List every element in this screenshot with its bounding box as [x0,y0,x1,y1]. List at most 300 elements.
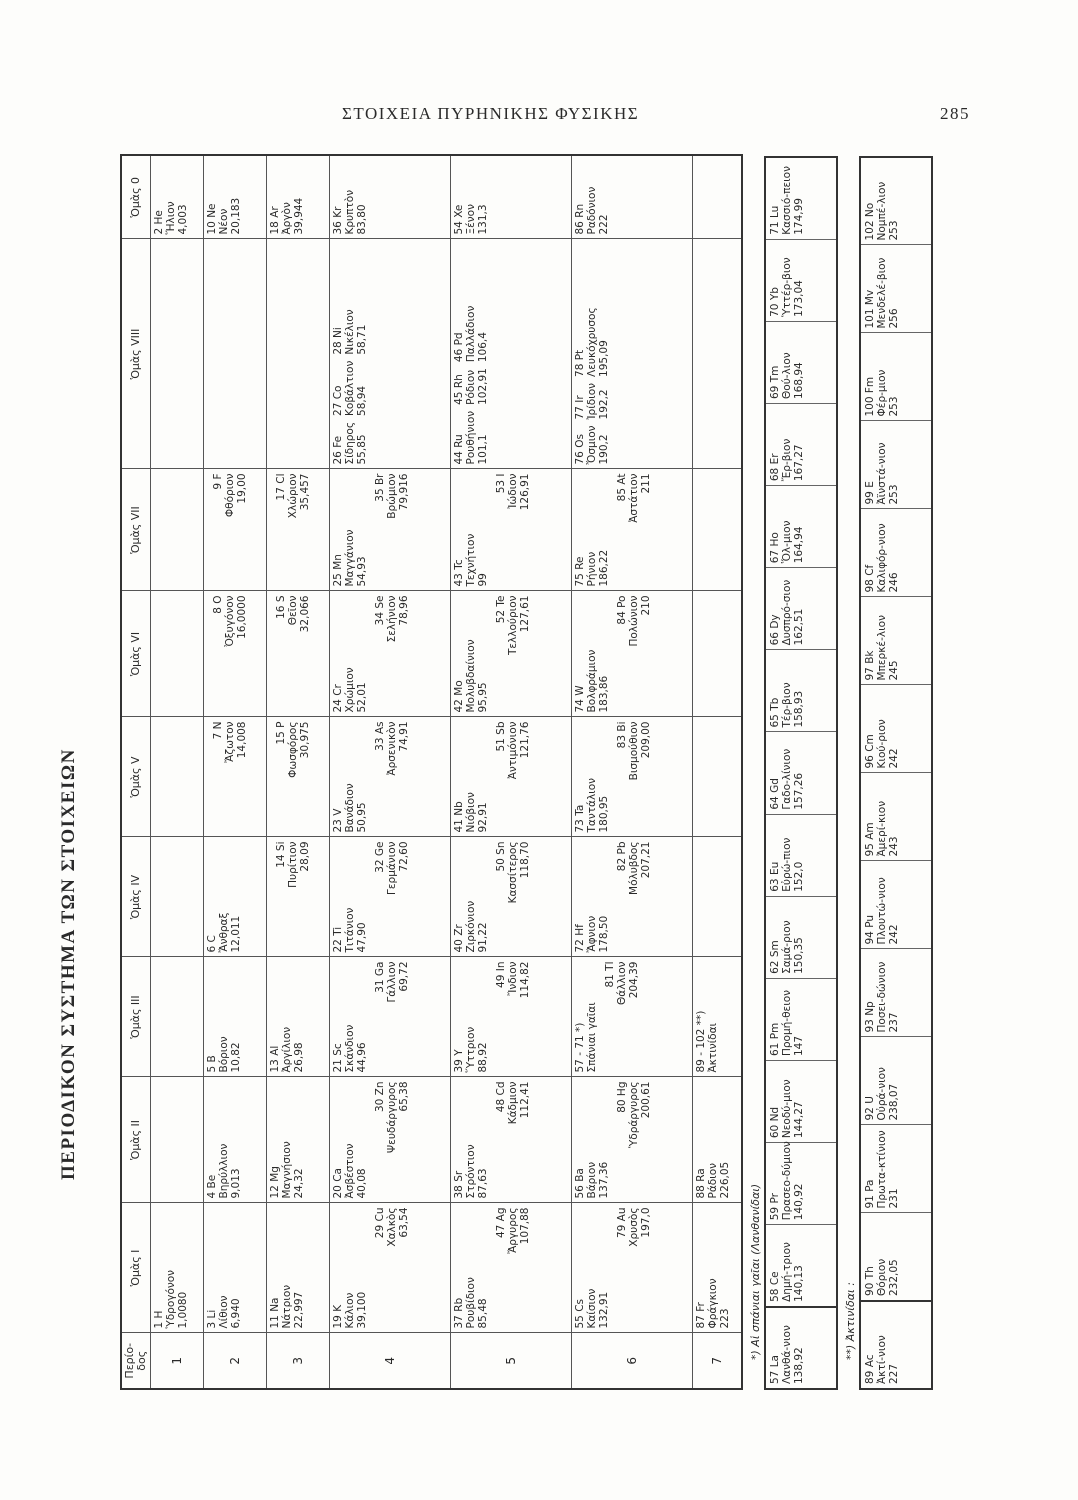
element-symbol: 34 Se [374,595,386,626]
group-cell [693,469,743,591]
element-mass: 26,98 [293,1042,305,1073]
element-entry [769,983,805,1056]
element-entry [864,426,900,505]
element-entry [574,722,610,833]
group-cell [204,1077,267,1203]
element-name: Σκάνδιον [344,1024,356,1073]
group-cell [572,1203,693,1333]
element-symbol: 60 Nd [769,1106,781,1139]
element-name: Ταντάλιον [586,778,598,833]
element-symbol: 68 Er [769,453,781,482]
element-mass: 195,09 [598,340,610,377]
element-entry [374,1082,410,1199]
element-symbol: 35 Br [374,473,386,502]
element-mass: 12,011 [230,915,242,953]
period-row [267,155,330,1389]
element-symbol: 29 Cu [374,1207,386,1239]
element-symbol: 91 Pa [864,1179,876,1209]
element-entry [616,842,652,953]
element-mass: 168,94 [793,362,805,399]
element-mass: 245 [888,660,900,681]
element-symbol: 15 P [275,721,287,745]
group-cell [151,717,204,837]
element-entry [332,842,368,953]
element-name: Θεῖον [287,595,299,626]
group-cell [267,1077,330,1203]
actinides-footnote: **) Ἀκτινίδαι : [844,1282,857,1360]
element-entry [332,962,368,1073]
element-entry [695,962,719,1073]
element-name: Ἀργὸν [281,202,293,235]
series-cell [765,650,837,732]
element-symbol: 40 Zr [453,924,465,953]
element-mass: 74,91 [398,721,410,752]
element-mass: 140,13 [793,1265,805,1302]
element-entry [616,474,652,587]
lanthanides-footnote: *) Αἱ σπάνιαι γαῖαι (Λανθανίδαι) [749,1183,762,1360]
group-cell [330,1203,451,1333]
element-entry [769,819,805,892]
element-entry [769,1229,805,1302]
group-cell [330,957,451,1077]
element-symbol: 55 Cs [574,1298,586,1329]
element-name: Κρυπτὸν [344,189,356,235]
element-mass: 107,88 [519,1207,531,1245]
element-name: Ἀντιμόνιον [507,721,519,780]
element-symbol: 101 Mv [864,289,876,329]
group-cell [451,717,572,837]
element-name: Βόριον [218,1036,230,1073]
element-mass: 19,00 [236,473,248,504]
element-mass: 147 [793,1035,805,1056]
element-entry [453,306,489,362]
element-entry [574,1082,610,1199]
element-name: Πρωτα-κτίνιον [876,1130,888,1209]
element-mass: 69,72 [398,961,410,992]
element-mass: 223 [719,1308,731,1329]
element-name: Μόλυβδος [628,841,640,895]
element-symbol: 16 S [275,595,287,619]
series-cell [860,1213,932,1301]
element-mass: 158,93 [793,690,805,728]
group-cell [151,957,204,1077]
element-mass: 118,70 [519,841,531,879]
element-name: Προμή-θειον [781,989,793,1056]
group-cell [572,837,693,957]
element-mass: 243 [888,836,900,857]
element-mass: 237 [888,1012,900,1033]
element-entry [864,1042,900,1121]
element-entry [695,1082,731,1199]
element-entry [574,383,610,419]
element-symbol: 79 Au [616,1207,628,1239]
element-name: Ὅλ-μιον [781,520,793,564]
element-mass: 28,09 [299,841,311,872]
element-symbol: 46 Pd [453,332,465,363]
group-cell [151,591,204,717]
element-entry [769,1065,805,1138]
element-name: Χρυσὸς [628,1207,640,1247]
element-symbol: 82 Pb [616,841,628,872]
element-symbol: 98 Cf [864,564,876,593]
element-mass: 138,92 [793,1347,805,1384]
element-name: Ἴνδιον [507,961,519,996]
element-entry [332,474,368,587]
group-cell [330,1077,451,1203]
element-name: Σίδηρος [344,421,356,465]
element-symbol: 58 Ce [769,1271,781,1302]
element-entry [269,1208,305,1329]
element-symbol: 72 Hf [574,924,586,953]
series-cell [765,896,837,978]
series-cell [860,685,932,773]
element-mass: 54,93 [356,556,368,587]
element-mass: 209,00 [640,721,652,759]
element-mass: 131,3 [477,204,489,235]
series-cell [860,1037,932,1125]
group-cell [451,1077,572,1203]
group-cell [151,469,204,591]
group-cell [451,239,572,469]
element-mass: 178,50 [598,915,610,953]
group-cell [451,591,572,717]
period-number: 3 [267,1333,330,1389]
element-mass: 112,41 [519,1081,531,1119]
element-symbol: 71 Lu [769,205,781,235]
group-header: Ὁμὰς IV [121,837,151,957]
element-entry [332,596,368,713]
group-cell [204,591,267,717]
element-entry [453,596,489,713]
element-entry [495,1082,531,1199]
element-symbol: 33 As [374,721,386,751]
element-entry [616,1208,652,1329]
element-symbol: 20 Ca [332,1168,344,1199]
element-mass: 101,1 [477,434,489,465]
group-cell [693,155,743,239]
group-cell [204,469,267,591]
element-symbol: 102 No [864,202,876,241]
series-cell [860,597,932,685]
element-symbol: 51 Sb [495,721,507,752]
element-symbol: 3 Li [206,1309,218,1329]
element-symbol: 85 At [616,473,628,502]
element-entry [864,162,900,241]
element-symbol: 32 Ge [374,841,386,873]
element-name: Κιού-ριον [876,719,888,769]
element-entry [495,474,531,587]
series-cell [860,949,932,1037]
element-name: Κάλιον [344,1292,356,1329]
series-cell [860,1301,932,1389]
period-number: 5 [451,1333,572,1389]
group-cell [330,155,451,239]
element-symbol: 37 Rb [453,1297,465,1329]
lanthanides-table [764,156,838,1390]
element-mass: 180,95 [598,795,610,833]
element-symbol: 6 C [206,935,218,953]
element-entry [453,160,489,235]
series-cell [860,245,932,333]
period-row [451,155,572,1389]
series-cell [765,321,837,403]
element-mass: 126,91 [519,473,531,511]
element-symbol: 12 Mg [269,1166,281,1199]
element-entry [374,596,410,713]
element-name: Ρόδιον [465,369,477,405]
group-header: Ὁμὰς 0 [121,155,151,239]
element-entry [769,1141,805,1221]
group-cell [330,837,451,957]
element-mass: 1,0080 [177,1291,189,1329]
element-name: Νέον [218,208,230,235]
element-name: Λευκόχρυσος [586,307,598,377]
element-mass: 162,51 [793,608,805,646]
element-name: Ὀξυγόνον [224,595,236,647]
element-symbol: 13 Al [269,1045,281,1073]
element-symbol: 30 Zn [374,1081,386,1113]
element-symbol: 80 Hg [616,1081,628,1113]
element-symbol: 48 Cd [495,1081,507,1113]
element-mass: 50,95 [356,802,368,833]
element-entry [769,408,805,481]
page-number: 285 [940,104,970,123]
series-cell [860,509,932,597]
group-cell [267,837,330,957]
element-name: Ἄφνιον [586,915,598,953]
element-entry [769,572,805,645]
element-entry [695,1208,731,1329]
element-entry [332,361,368,416]
period-number: 6 [572,1333,693,1389]
element-mass: 253 [888,396,900,417]
element-name: Νιόβιον [465,792,477,833]
element-mass: 22,997 [293,1291,305,1329]
group-header: Ὁμὰς VI [121,591,151,717]
group-cell [267,239,330,469]
element-name: Γαδο-λίνιον [781,748,793,810]
group-cell [330,717,451,837]
element-entry [574,474,610,587]
element-mass: 222 [598,214,610,235]
element-symbol: 31 Ga [374,961,386,993]
element-mass: 52,01 [356,682,368,713]
element-entry [332,722,368,833]
element-mass: 9,013 [230,1168,242,1199]
table-title: ΠΕΡΙΟΔΙΚΟΝ ΣΥΣΤΗΜΑ ΤΩΝ ΣΤΟΙΧΕΙΩΝ [58,748,79,1180]
element-name: Ψευδάργυρος [386,1081,398,1154]
element-name: Κασσιό-πειον [781,166,793,235]
period-number: 1 [151,1333,204,1389]
group-cell [330,591,451,717]
series-cell [765,1143,837,1225]
group-cell [451,1203,572,1333]
element-entry [374,474,410,587]
element-symbol: 59 Pr [769,1193,781,1221]
element-mass: 197,0 [640,1207,652,1238]
element-mass: 58,94 [356,385,368,416]
element-symbol: 24 Cr [332,684,344,713]
element-mass: 127,61 [519,595,531,633]
element-symbol: 23 V [332,808,344,833]
element-name: Νικέλιον [344,309,356,355]
element-symbol: 56 Ba [574,1168,586,1199]
element-name: Τεχνήτιον [465,533,477,587]
element-name: Κασσίτερος [507,841,519,904]
element-entry [864,602,900,681]
element-mass: 20,183 [230,197,242,235]
element-symbol: 45 Rh [453,374,465,405]
element-mass: 72,60 [398,841,410,872]
group-cell [451,155,572,239]
element-mass: 253 [888,220,900,241]
period-number: 2 [204,1333,267,1389]
group-cell [693,591,743,717]
element-mass: 152,0 [793,861,805,892]
element-name: Ἀσβέστιον [344,1143,356,1199]
element-entry [212,474,248,587]
element-name: Καίσιον [586,1288,598,1329]
element-entry [206,160,242,235]
element-mass: 114,82 [519,961,531,999]
element-symbol: 21 Sc [332,1043,344,1073]
group-cell [204,837,267,957]
element-symbol: 7 N [212,721,224,740]
group-cell [693,837,743,957]
element-symbol: 84 Po [616,595,628,625]
element-symbol: 26 Fe [332,435,344,465]
series-cell [765,404,837,486]
element-symbol: 63 Eu [769,861,781,892]
element-mass: 24,32 [293,1168,305,1199]
element-name: Μαγνήσιον [281,1141,293,1199]
group-cell [267,591,330,717]
element-entry [574,307,610,377]
element-entry [206,1082,242,1199]
element-symbol: 67 Ho [769,532,781,564]
group-cell [204,717,267,837]
element-entry [275,596,311,713]
element-mass: 4,003 [177,204,189,235]
element-name: Νάτριον [281,1284,293,1329]
element-entry [616,722,652,833]
element-symbol: 75 Re [574,556,586,587]
element-symbol: 36 Kr [332,206,344,235]
element-name: Χρώμιον [344,667,356,713]
series-cell [765,568,837,650]
element-entry [453,1082,489,1199]
element-mass: 121,76 [519,721,531,759]
group-cell [451,957,572,1077]
element-mass: 88,92 [477,1042,489,1073]
element-symbol: 54 Xe [453,204,465,235]
period-header: Περίο-δος [121,1333,151,1389]
element-symbol: 62 Sm [769,940,781,974]
element-symbol: 8 O [212,595,224,614]
element-symbol: 76 Os [574,434,586,465]
element-mass: 39,100 [356,1291,368,1329]
element-symbol: 77 Ir [574,395,586,420]
element-entry [864,1218,900,1297]
element-name: Δημή-τριον [781,1242,793,1302]
group-header: Ὁμὰς VIII [121,239,151,469]
series-cell [765,1307,837,1389]
group-cell [204,1203,267,1333]
element-mass: 144,27 [793,1101,805,1139]
element-name: Κάδμιον [507,1081,519,1125]
element-mass: 85,48 [477,1298,489,1329]
element-symbol: 94 Pu [864,914,876,945]
element-mass: 256 [888,308,900,329]
element-name: Θάλλιον [616,961,628,1005]
element-symbol: 44 Ru [453,434,465,465]
element-symbol: 65 Tb [769,697,781,728]
element-name: Τελλούριον [507,595,519,656]
element-symbol: 4 Be [206,1174,218,1199]
element-symbol: 92 U [864,1096,876,1121]
group-cell [572,591,693,717]
element-name: Βηρύλλιον [218,1143,230,1199]
element-name: Ἰώδιον [507,473,519,509]
group-header: Ὁμὰς I [121,1203,151,1333]
element-name: Τέρ-βιον [781,682,793,728]
element-entry [212,722,248,833]
element-mass: 87,63 [477,1168,489,1199]
element-name: Σελήνιον [386,595,398,643]
element-entry [269,1082,305,1199]
group-header: Ὁμὰς III [121,957,151,1077]
group-header: Ὁμὰς V [121,717,151,837]
series-cell [765,1061,837,1143]
element-mass: 192,2 [598,389,610,420]
element-name: Ἀργίλιον [281,1026,293,1073]
element-mass: 32,066 [299,595,311,633]
element-entry [374,722,410,833]
element-entry [616,1082,652,1199]
element-entry [864,778,900,857]
element-mass: 14,008 [236,721,248,759]
element-entry [495,842,531,953]
element-mass: 47,90 [356,922,368,953]
element-symbol: 89 Ac [864,1354,876,1384]
element-name: Βανάδιον [344,783,356,833]
element-name: Ἥλιον [165,201,177,235]
element-symbol: 89 - 102 **) [695,1010,707,1073]
element-entry [769,737,805,810]
element-entry [453,962,489,1073]
element-name: Θόριον [876,1258,888,1296]
element-mass: 35,457 [299,473,311,511]
element-mass: 186,22 [598,549,610,587]
element-mass: 173,04 [793,280,805,317]
element-entry [374,842,410,953]
element-entry [574,160,610,235]
element-name: Χαλκὸς [386,1207,398,1247]
element-name: Μολυβδαίνιον [465,639,477,713]
group-cell [204,155,267,239]
element-mass: 150,35 [793,937,805,974]
actinides-table [859,156,933,1390]
element-name: Ἄνθραξ [218,912,230,953]
element-name: Πυρίτιον [287,841,299,888]
element-name: Ἰρίδιον [586,382,598,420]
element-symbol: 1 H [153,1310,165,1329]
period-row [204,155,267,1389]
element-symbol: 69 Tm [769,365,781,399]
group-cell [693,717,743,837]
element-entry [574,962,598,1073]
element-mass: 164,94 [793,526,805,564]
